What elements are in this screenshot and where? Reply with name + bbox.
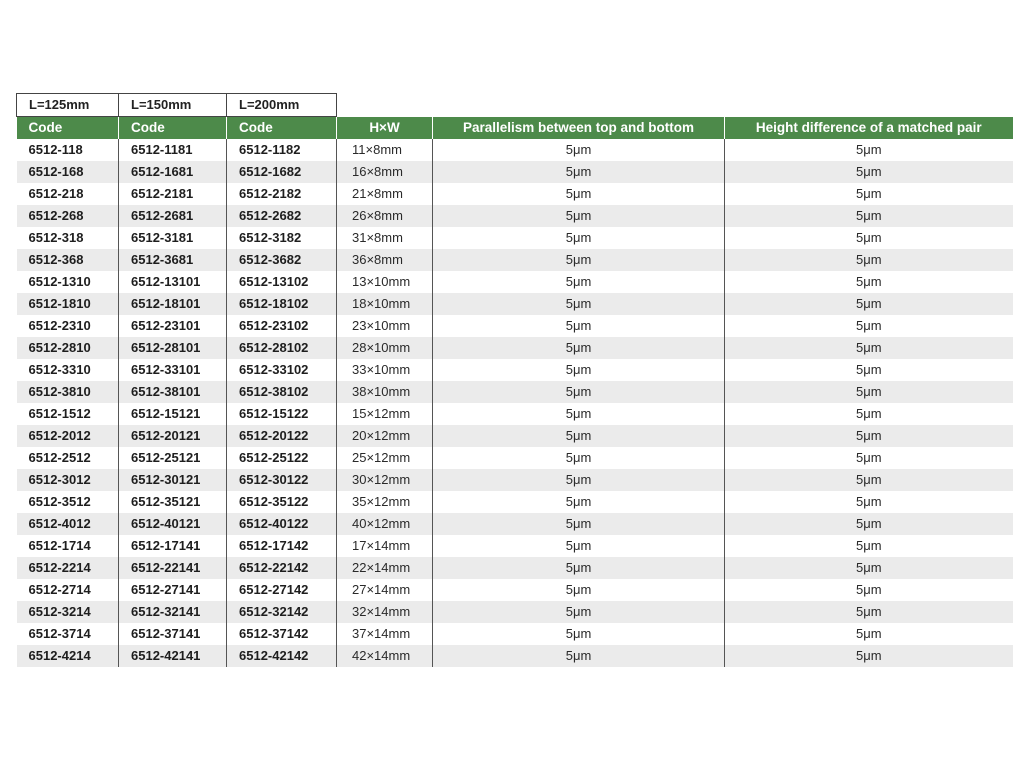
code-200-cell: 6512-3682 bbox=[227, 249, 337, 271]
parallelism-cell: 5μm bbox=[433, 557, 725, 579]
code-200-cell: 6512-27142 bbox=[227, 579, 337, 601]
parallelism-cell: 5μm bbox=[433, 601, 725, 623]
length-label-125: L=125mm bbox=[17, 94, 119, 117]
code-150-cell: 6512-40121 bbox=[119, 513, 227, 535]
hxw-cell: 20×12mm bbox=[337, 425, 433, 447]
code-150-cell: 6512-35121 bbox=[119, 491, 227, 513]
height-diff-cell: 5μm bbox=[725, 249, 1013, 271]
length-label-150: L=150mm bbox=[119, 94, 227, 117]
table-row bbox=[17, 469, 1013, 491]
code-200-cell: 6512-23102 bbox=[227, 315, 337, 337]
hxw-cell: 31×8mm bbox=[337, 227, 433, 249]
code-200-cell: 6512-17142 bbox=[227, 535, 337, 557]
table-row bbox=[17, 249, 1013, 271]
table-row bbox=[17, 447, 1013, 469]
parallelism-cell: 5μm bbox=[433, 469, 725, 491]
parallelism-cell: 5μm bbox=[433, 293, 725, 315]
code-150-cell: 6512-25121 bbox=[119, 447, 227, 469]
table-row bbox=[17, 205, 1013, 227]
height-diff-cell: 5μm bbox=[725, 447, 1013, 469]
code-200-cell: 6512-20122 bbox=[227, 425, 337, 447]
code-200-cell: 6512-22142 bbox=[227, 557, 337, 579]
code-200-cell: 6512-13102 bbox=[227, 271, 337, 293]
code-125-cell: 6512-318 bbox=[17, 227, 119, 249]
code-200-cell: 6512-33102 bbox=[227, 359, 337, 381]
table-row bbox=[17, 337, 1013, 359]
height-diff-cell: 5μm bbox=[725, 359, 1013, 381]
parallelism-cell: 5μm bbox=[433, 425, 725, 447]
height-diff-cell: 5μm bbox=[725, 403, 1013, 425]
code-150-cell: 6512-13101 bbox=[119, 271, 227, 293]
parallelism-cell: 5μm bbox=[433, 227, 725, 249]
col-header-parallelism: Parallelism between top and bottom bbox=[433, 117, 725, 140]
code-125-cell: 6512-218 bbox=[17, 183, 119, 205]
code-200-cell: 6512-3182 bbox=[227, 227, 337, 249]
parallelism-cell: 5μm bbox=[433, 161, 725, 183]
code-125-cell: 6512-3214 bbox=[17, 601, 119, 623]
parallelism-cell: 5μm bbox=[433, 491, 725, 513]
hxw-cell: 42×14mm bbox=[337, 645, 433, 667]
code-125-cell: 6512-3012 bbox=[17, 469, 119, 491]
code-200-cell: 6512-32142 bbox=[227, 601, 337, 623]
code-150-cell: 6512-33101 bbox=[119, 359, 227, 381]
code-200-cell: 6512-30122 bbox=[227, 469, 337, 491]
table-row bbox=[17, 601, 1013, 623]
code-125-cell: 6512-3714 bbox=[17, 623, 119, 645]
hxw-cell: 37×14mm bbox=[337, 623, 433, 645]
hxw-cell: 36×8mm bbox=[337, 249, 433, 271]
height-diff-cell: 5μm bbox=[725, 491, 1013, 513]
code-150-cell: 6512-27141 bbox=[119, 579, 227, 601]
code-125-cell: 6512-1512 bbox=[17, 403, 119, 425]
parallelism-cell: 5μm bbox=[433, 139, 725, 161]
table-row bbox=[17, 535, 1013, 557]
code-125-cell: 6512-3512 bbox=[17, 491, 119, 513]
code-150-cell: 6512-28101 bbox=[119, 337, 227, 359]
table-row bbox=[17, 623, 1013, 645]
code-150-cell: 6512-2181 bbox=[119, 183, 227, 205]
table-row bbox=[17, 227, 1013, 249]
table-row bbox=[17, 161, 1013, 183]
parallelism-cell: 5μm bbox=[433, 205, 725, 227]
code-200-cell: 6512-18102 bbox=[227, 293, 337, 315]
height-diff-cell: 5μm bbox=[725, 205, 1013, 227]
parallelism-cell: 5μm bbox=[433, 381, 725, 403]
code-200-cell: 6512-38102 bbox=[227, 381, 337, 403]
hxw-cell: 35×12mm bbox=[337, 491, 433, 513]
height-diff-cell: 5μm bbox=[725, 425, 1013, 447]
hxw-cell: 27×14mm bbox=[337, 579, 433, 601]
parallelism-cell: 5μm bbox=[433, 579, 725, 601]
code-150-cell: 6512-18101 bbox=[119, 293, 227, 315]
parallelism-cell: 5μm bbox=[433, 535, 725, 557]
code-125-cell: 6512-118 bbox=[17, 139, 119, 161]
code-125-cell: 6512-368 bbox=[17, 249, 119, 271]
code-150-cell: 6512-1181 bbox=[119, 139, 227, 161]
height-diff-cell: 5μm bbox=[725, 579, 1013, 601]
code-125-cell: 6512-1810 bbox=[17, 293, 119, 315]
hxw-cell: 30×12mm bbox=[337, 469, 433, 491]
code-200-cell: 6512-1182 bbox=[227, 139, 337, 161]
table-row bbox=[17, 491, 1013, 513]
code-150-cell: 6512-23101 bbox=[119, 315, 227, 337]
table-row bbox=[17, 315, 1013, 337]
code-125-cell: 6512-4012 bbox=[17, 513, 119, 535]
table-row bbox=[17, 579, 1013, 601]
height-diff-cell: 5μm bbox=[725, 293, 1013, 315]
parallelism-cell: 5μm bbox=[433, 645, 725, 667]
code-150-cell: 6512-2681 bbox=[119, 205, 227, 227]
code-125-cell: 6512-2012 bbox=[17, 425, 119, 447]
code-125-cell: 6512-1714 bbox=[17, 535, 119, 557]
length-row-spacer bbox=[337, 94, 1013, 117]
height-diff-cell: 5μm bbox=[725, 271, 1013, 293]
code-150-cell: 6512-22141 bbox=[119, 557, 227, 579]
code-125-cell: 6512-2512 bbox=[17, 447, 119, 469]
code-125-cell: 6512-2810 bbox=[17, 337, 119, 359]
height-diff-cell: 5μm bbox=[725, 601, 1013, 623]
hxw-cell: 25×12mm bbox=[337, 447, 433, 469]
hxw-cell: 11×8mm bbox=[337, 139, 433, 161]
code-150-cell: 6512-32141 bbox=[119, 601, 227, 623]
parallelism-cell: 5μm bbox=[433, 249, 725, 271]
hxw-cell: 33×10mm bbox=[337, 359, 433, 381]
code-125-cell: 6512-268 bbox=[17, 205, 119, 227]
height-diff-cell: 5μm bbox=[725, 513, 1013, 535]
code-150-cell: 6512-17141 bbox=[119, 535, 227, 557]
code-125-cell: 6512-2714 bbox=[17, 579, 119, 601]
table-row bbox=[17, 139, 1013, 161]
code-125-cell: 6512-3810 bbox=[17, 381, 119, 403]
hxw-cell: 18×10mm bbox=[337, 293, 433, 315]
code-200-cell: 6512-2182 bbox=[227, 183, 337, 205]
table-row bbox=[17, 403, 1013, 425]
height-diff-cell: 5μm bbox=[725, 381, 1013, 403]
table-row bbox=[17, 425, 1013, 447]
parallelism-cell: 5μm bbox=[433, 315, 725, 337]
col-header-code-125: Code bbox=[17, 117, 119, 140]
height-diff-cell: 5μm bbox=[725, 139, 1013, 161]
hxw-cell: 17×14mm bbox=[337, 535, 433, 557]
hxw-cell: 16×8mm bbox=[337, 161, 433, 183]
table-row bbox=[17, 513, 1013, 535]
parallelism-cell: 5μm bbox=[433, 271, 725, 293]
col-header-height-diff: Height difference of a matched pair bbox=[725, 117, 1013, 140]
parallelism-cell: 5μm bbox=[433, 623, 725, 645]
parallelism-cell: 5μm bbox=[433, 447, 725, 469]
code-200-cell: 6512-1682 bbox=[227, 161, 337, 183]
hxw-cell: 32×14mm bbox=[337, 601, 433, 623]
column-header-row bbox=[17, 117, 1013, 140]
parallelism-cell: 5μm bbox=[433, 513, 725, 535]
height-diff-cell: 5μm bbox=[725, 315, 1013, 337]
code-125-cell: 6512-2214 bbox=[17, 557, 119, 579]
code-150-cell: 6512-20121 bbox=[119, 425, 227, 447]
code-150-cell: 6512-3681 bbox=[119, 249, 227, 271]
code-200-cell: 6512-2682 bbox=[227, 205, 337, 227]
table-body bbox=[17, 139, 1013, 667]
hxw-cell: 21×8mm bbox=[337, 183, 433, 205]
hxw-cell: 26×8mm bbox=[337, 205, 433, 227]
code-125-cell: 6512-168 bbox=[17, 161, 119, 183]
code-200-cell: 6512-15122 bbox=[227, 403, 337, 425]
length-header-row bbox=[17, 94, 1013, 117]
parallelism-cell: 5μm bbox=[433, 183, 725, 205]
table-row bbox=[17, 381, 1013, 403]
code-150-cell: 6512-1681 bbox=[119, 161, 227, 183]
height-diff-cell: 5μm bbox=[725, 623, 1013, 645]
col-header-hxw: H×W bbox=[337, 117, 433, 140]
height-diff-cell: 5μm bbox=[725, 645, 1013, 667]
parallelism-cell: 5μm bbox=[433, 359, 725, 381]
code-200-cell: 6512-35122 bbox=[227, 491, 337, 513]
height-diff-cell: 5μm bbox=[725, 183, 1013, 205]
code-150-cell: 6512-3181 bbox=[119, 227, 227, 249]
table-row bbox=[17, 645, 1013, 667]
hxw-cell: 38×10mm bbox=[337, 381, 433, 403]
code-200-cell: 6512-42142 bbox=[227, 645, 337, 667]
col-header-code-150: Code bbox=[119, 117, 227, 140]
code-150-cell: 6512-38101 bbox=[119, 381, 227, 403]
code-200-cell: 6512-40122 bbox=[227, 513, 337, 535]
hxw-cell: 40×12mm bbox=[337, 513, 433, 535]
height-diff-cell: 5μm bbox=[725, 337, 1013, 359]
height-diff-cell: 5μm bbox=[725, 535, 1013, 557]
code-150-cell: 6512-15121 bbox=[119, 403, 227, 425]
code-125-cell: 6512-3310 bbox=[17, 359, 119, 381]
table-row bbox=[17, 271, 1013, 293]
length-label-200: L=200mm bbox=[227, 94, 337, 117]
table-row bbox=[17, 293, 1013, 315]
hxw-cell: 22×14mm bbox=[337, 557, 433, 579]
hxw-cell: 13×10mm bbox=[337, 271, 433, 293]
spec-table bbox=[16, 93, 1013, 667]
parallelism-cell: 5μm bbox=[433, 337, 725, 359]
code-125-cell: 6512-4214 bbox=[17, 645, 119, 667]
code-200-cell: 6512-37142 bbox=[227, 623, 337, 645]
hxw-cell: 28×10mm bbox=[337, 337, 433, 359]
parallelism-cell: 5μm bbox=[433, 403, 725, 425]
code-150-cell: 6512-37141 bbox=[119, 623, 227, 645]
table-row bbox=[17, 359, 1013, 381]
table-row bbox=[17, 183, 1013, 205]
height-diff-cell: 5μm bbox=[725, 469, 1013, 491]
col-header-code-200: Code bbox=[227, 117, 337, 140]
height-diff-cell: 5μm bbox=[725, 161, 1013, 183]
hxw-cell: 15×12mm bbox=[337, 403, 433, 425]
height-diff-cell: 5μm bbox=[725, 227, 1013, 249]
code-125-cell: 6512-1310 bbox=[17, 271, 119, 293]
table-row bbox=[17, 557, 1013, 579]
code-150-cell: 6512-42141 bbox=[119, 645, 227, 667]
code-200-cell: 6512-25122 bbox=[227, 447, 337, 469]
code-125-cell: 6512-2310 bbox=[17, 315, 119, 337]
height-diff-cell: 5μm bbox=[725, 557, 1013, 579]
code-200-cell: 6512-28102 bbox=[227, 337, 337, 359]
spec-table-sheet bbox=[16, 93, 1013, 667]
hxw-cell: 23×10mm bbox=[337, 315, 433, 337]
code-150-cell: 6512-30121 bbox=[119, 469, 227, 491]
